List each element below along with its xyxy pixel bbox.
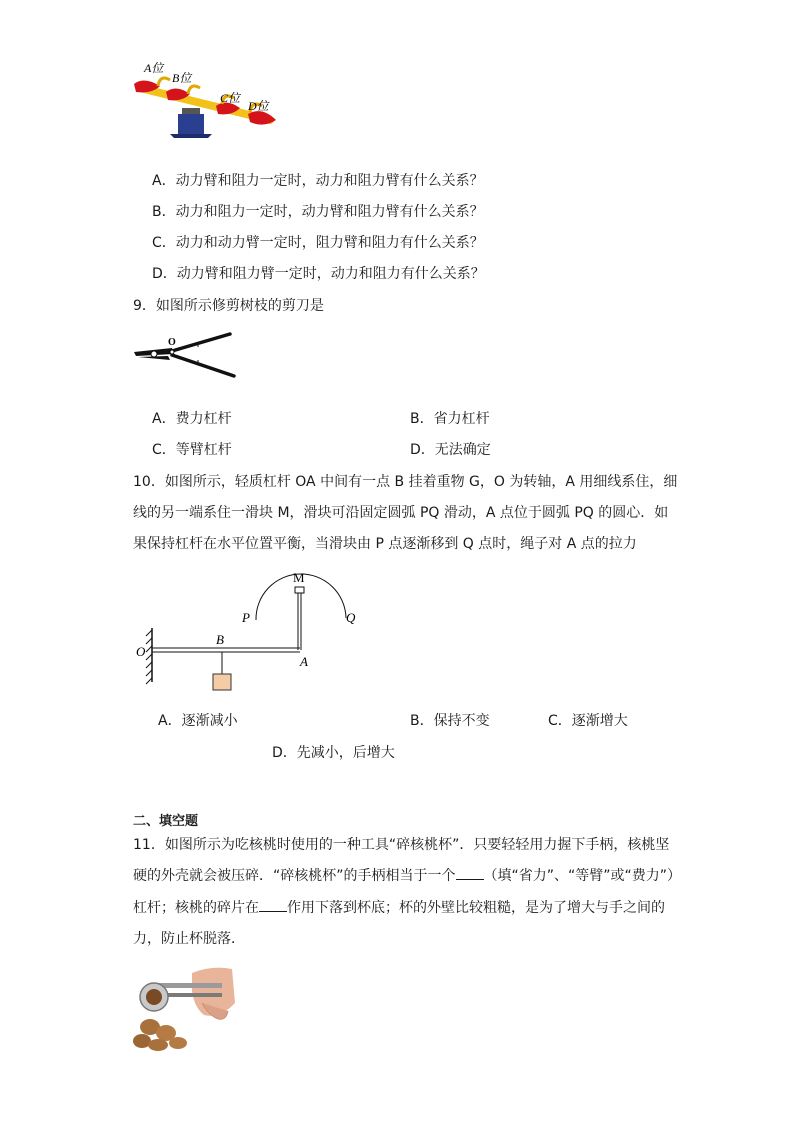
walnut-4 (148, 1039, 168, 1051)
seesaw-label-d: D位 (248, 99, 269, 113)
q10-option-b: B．保持不变 (410, 713, 490, 729)
scissors-label-o: O (168, 337, 176, 348)
q8-option-a: A．动力臂和阻力一定时，动力和阻力臂有什么关系？ (152, 173, 484, 189)
seesaw-base (178, 114, 204, 136)
weight-g (213, 674, 231, 690)
q9-stem: 9．如图所示修剪树枝的剪刀是 (133, 298, 324, 314)
q11-line-2a: 硬的外壳就会被压碎．“碎核桃杯”的手柄相当于一个 (133, 868, 456, 884)
q11-blank-1[interactable] (456, 867, 484, 880)
label-o: O (136, 644, 146, 659)
seesaw-label-a: A位 (144, 61, 164, 75)
q10-option-d: D．先减小，后增大 (272, 745, 395, 761)
label-p: P (242, 610, 250, 625)
q9-option-a: A．费力杠杆 (152, 411, 232, 427)
seesaw-spring (182, 108, 200, 114)
seesaw-handle-b (188, 86, 200, 94)
scissors-handle-lower (172, 355, 234, 376)
seesaw-figure (130, 58, 280, 140)
nutcracker-handle-bottom (162, 993, 222, 997)
q11-blank-2[interactable] (259, 899, 287, 912)
q11-line-3a: 杠杆；核桃的碎片在 (133, 900, 259, 916)
q11-line-2 (133, 866, 681, 886)
label-q: Q (346, 610, 356, 625)
q11-line-3b: 作用下落到杯底；杯的外壁比较粗糙，是为了增大与手之间的 (287, 900, 665, 916)
q9-option-c: C．等臂杠杆 (152, 442, 232, 458)
q10-option-a: A．逐渐减小 (158, 713, 238, 729)
q10-stem-line-1: 10．如图所示，轻质杠杆 OA 中间有一点 B 挂着重物 G，O 为转轴，A 用细线系住，细 (133, 474, 678, 490)
q11-line-1: 11．如图所示为吃核桃时使用的一种工具“碎核桃杯”．只要轻轻用力握下手柄，核桃坚 (133, 837, 670, 853)
scissors-bolt (151, 351, 157, 357)
slider-m (295, 587, 304, 593)
seesaw-label-c: C位 (220, 91, 241, 105)
walnut-5 (169, 1037, 187, 1049)
scissors-handle-upper (172, 334, 230, 351)
q10-stem-line-3: 果保持杠杆在水平位置平衡，当滑块由 P 点逐渐移到 Q 点时，绳子对 A 点的拉力 (133, 536, 637, 552)
q11-line-3 (133, 898, 665, 918)
q10-stem-line-2: 线的另一端系住一滑块 M，滑块可沿固定圆弧 PQ 滑动，A 点位于圆弧 PQ 的圆心．如 (133, 505, 669, 521)
seesaw-foot (170, 134, 212, 138)
walnut-in-cup (146, 989, 162, 1005)
wall-hatch (146, 630, 152, 636)
label-m: M (293, 570, 305, 585)
label-a: A (300, 654, 308, 669)
scissors-pivot (170, 350, 174, 354)
section-title: 二、填空题 (133, 814, 199, 829)
nutcracker-photo (132, 963, 235, 1051)
seesaw-label-b: B位 (172, 71, 192, 85)
q11-line-2b: （填“省力”、“等臂”或“费力”） (483, 868, 682, 884)
q9-option-b: B．省力杠杆 (410, 411, 490, 427)
q8-option-c: C．动力和动力臂一定时，阻力臂和阻力有什么关系？ (152, 235, 484, 251)
q9-option-d: D．无法确定 (410, 442, 491, 458)
q8-option-b: B．动力和阻力一定时，动力臂和阻力臂有什么关系？ (152, 204, 484, 220)
q8-option-d: D．动力臂和阻力臂一定时，动力和阻力有什么关系？ (152, 266, 485, 282)
label-b: B (216, 632, 224, 647)
seesaw-handle-a (158, 78, 170, 86)
q11-line-4: 力，防止杯脱落． (133, 931, 245, 947)
lever-figure (132, 568, 372, 694)
q10-option-c: C．逐渐增大 (548, 713, 628, 729)
scissors-figure (132, 330, 240, 380)
